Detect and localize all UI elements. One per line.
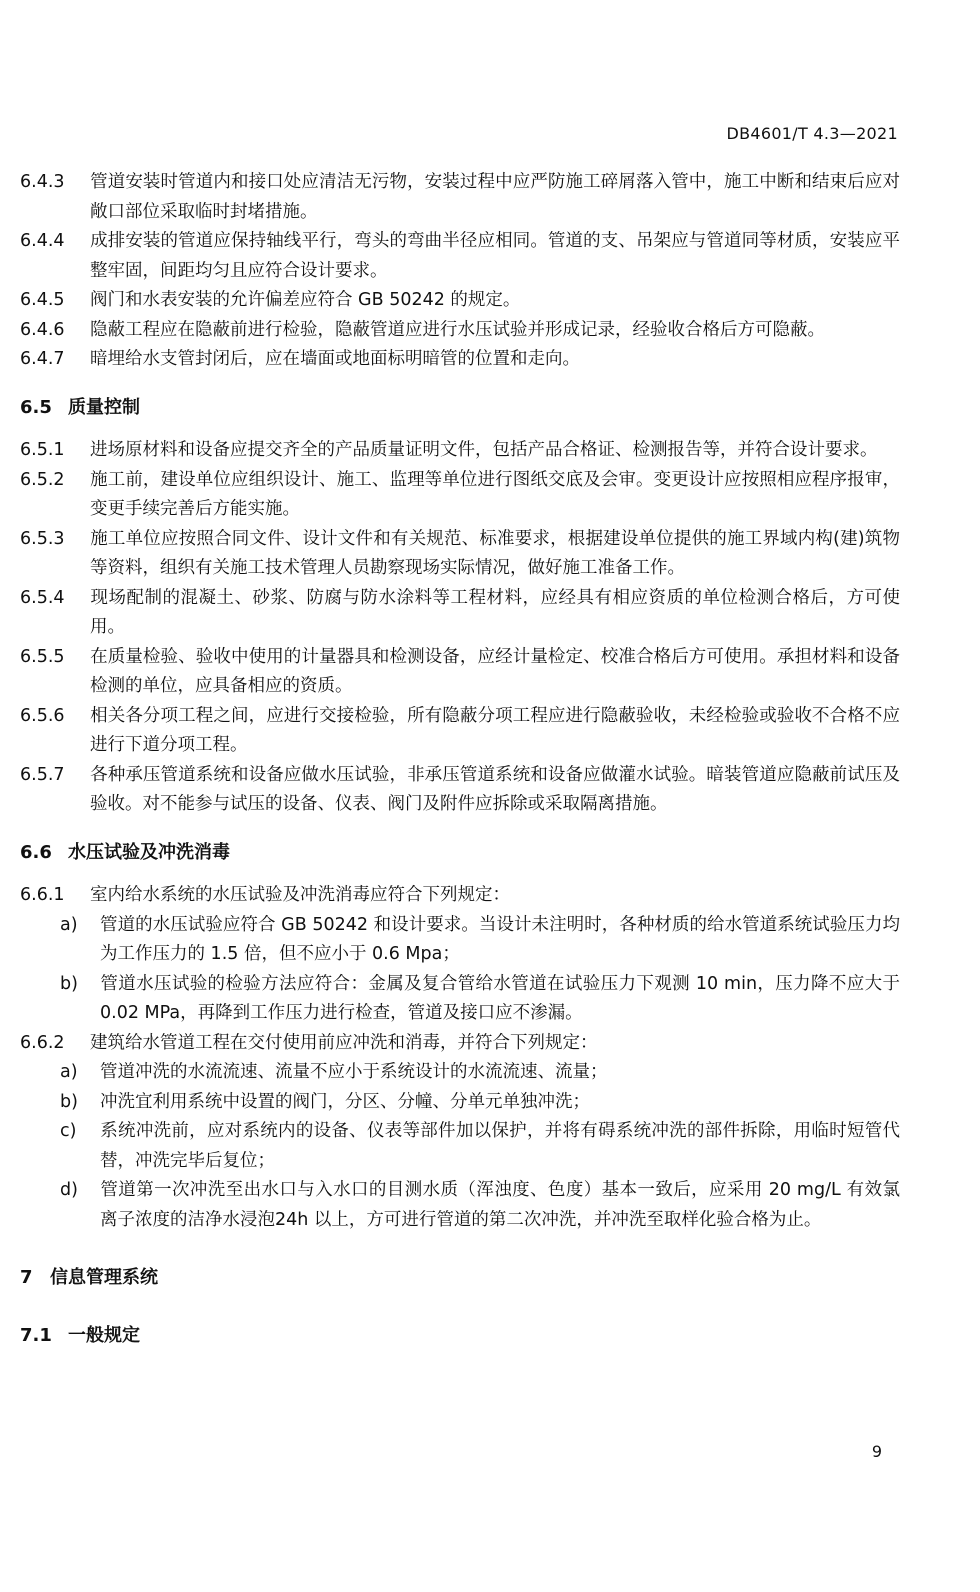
clause [20,227,900,286]
clause-text: 进场原材料和设备应提交齐全的产品质量证明文件，包括产品合格证、检测报告等，并符合设计要求。 [90,440,878,460]
list-marker: b) [60,973,78,994]
clause-text: 成排安装的管道应保持轴线平行，弯头的弯曲半径应相同。管道的支、吊架应与管道同等材质，安装应平整牢固，间距均匀且应符合设计要求。 [90,231,900,281]
clause-number: 6.5.7 [20,764,65,785]
chapter-heading [20,1263,900,1293]
clause-text: 管道安装时管道内和接口处应清洁无污物，安装过程中应严防施工碎屑落入管中，施工中断和结束后应对敞口部位采取临时封堵措施。 [90,172,900,222]
list-marker: c) [60,1121,77,1141]
clause [20,881,900,911]
list-item [20,911,900,970]
clause [20,702,900,761]
clause [20,345,900,375]
list-marker: b) [60,1091,78,1112]
section-number: 7.1 [20,1324,52,1346]
section-number: 6.6 [20,841,52,863]
clause-number: 6.5.6 [20,705,65,726]
clause-number: 6.4.7 [20,349,65,369]
clause-text: 现场配制的混凝土、砂浆、防腐与防水涂料等工程材料，应经具有相应资质的单位检测合格后，方可使用。 [90,587,900,637]
list-item [20,1058,900,1088]
list-marker: a) [60,1062,78,1082]
list-item-text: 管道水压试验的检验方法应符合：金属及复合管给水管道在试验压力下观测 10 min，压力降不应大于 0.02 MPa，再降到工作压力进行检查，管道及接口应不渗漏。 [100,973,900,1023]
clause-text: 在质量检验、验收中使用的计量器具和检测设备，应经计量检定、校准合格后方可使用。承担材料和设备检测的单位，应具备相应的资质。 [90,646,900,696]
list-item-text: 管道第一次冲洗至出水口与入水口的目测水质（浑浊度、色度）基本一致后，应采用 20 mg/L 有效氯离子浓度的洁净水浸泡24h 以上，方可进行管道的第二次冲洗，并冲洗至取样化验合格为止。 [100,1180,900,1230]
clause-number: 6.5.5 [20,646,65,667]
clause-text: 各种承压管道系统和设备应做水压试验，非承压管道系统和设备应做灌水试验。暗装管道应隐蔽前试压及验收。对不能参与试压的设备、仪表、阀门及附件应拆除或采取隔离措施。 [90,764,900,814]
clause-text: 室内给水系统的水压试验及冲洗消毒应符合下列规定： [90,885,510,905]
section-number: 6.5 [20,396,52,418]
clause [20,286,900,316]
section-heading [20,838,900,868]
clause-number: 6.4.5 [20,290,65,310]
clause-number: 6.4.3 [20,172,65,192]
list-marker: a) [60,914,78,935]
list-item-text: 冲洗宜利用系统中设置的阀门，分区、分幢、分单元单独冲洗； [100,1091,590,1112]
clause [20,761,900,820]
clause-text: 相关各分项工程之间，应进行交接检验，所有隐蔽分项工程应进行隐蔽验收，未经检验或验收不合格不应进行下道分项工程。 [90,705,900,755]
clause-number: 6.6.1 [20,885,65,905]
list-item-text: 管道的水压试验应符合 GB 50242 和设计要求。当设计未注明时，各种材质的给水管道系统试验压力均为工作压力的 1.5 倍，但不应小于 0.6 Mpa； [100,914,900,964]
standard-code: DB4601/T 4.3—2021 [726,124,898,143]
section-title: 水压试验及冲洗消毒 [68,841,230,863]
chapter-title: 信息管理系统 [50,1267,158,1288]
list-marker: d) [60,1180,78,1200]
list-item-text: 系统冲洗前，应对系统内的设备、仪表等部件加以保护，并将有碍系统冲洗的部件拆除，用临时短管代替，冲洗完毕后复位； [100,1121,900,1171]
clause [20,316,900,346]
clause [20,525,900,584]
document-body [20,168,900,1350]
page-number: 9 [871,1442,882,1461]
list-item [20,1088,900,1118]
clause [20,643,900,702]
clause-text: 阀门和水表安装的允许偏差应符合 GB 50242 的规定。 [90,290,521,310]
chapter-number: 7 [20,1267,33,1288]
clause [20,168,900,227]
list-item [20,1117,900,1176]
list-item [20,1176,900,1235]
clause-text: 暗埋给水支管封闭后，应在墙面或地面标明暗管的位置和走向。 [90,349,580,369]
clause-text: 隐蔽工程应在隐蔽前进行检验，隐蔽管道应进行水压试验并形成记录，经验收合格后方可隐蔽。 [90,319,825,340]
clause [20,466,900,525]
section-heading [20,393,900,423]
clause-text: 施工单位应按照合同文件、设计文件和有关规范、标准要求，根据建设单位提供的施工界域内构(建)筑物等资料，组织有关施工技术管理人员勘察现场实际情况，做好施工准备工作。 [90,528,900,578]
clause [20,436,900,466]
section-title: 一般规定 [68,1324,140,1346]
clause-text: 建筑给水管道工程在交付使用前应冲洗和消毒，并符合下列规定： [90,1032,598,1053]
clause-number: 6.5.2 [20,469,65,490]
clause-number: 6.5.4 [20,587,65,608]
clause-number: 6.5.3 [20,528,65,549]
clause-number: 6.4.6 [20,319,65,340]
section-heading [20,1321,900,1351]
clause-number: 6.5.1 [20,440,65,460]
clause [20,584,900,643]
clause-number: 6.6.2 [20,1032,65,1053]
list-item [20,970,900,1029]
clause-text: 施工前，建设单位应组织设计、施工、监理等单位进行图纸交底及会审。变更设计应按照相应程序报审，变更手续完善后方能实施。 [90,469,900,519]
clause-number: 6.4.4 [20,231,65,251]
clause [20,1029,900,1059]
section-title: 质量控制 [68,396,140,418]
list-item-text: 管道冲洗的水流流速、流量不应小于系统设计的水流流速、流量； [100,1062,608,1082]
